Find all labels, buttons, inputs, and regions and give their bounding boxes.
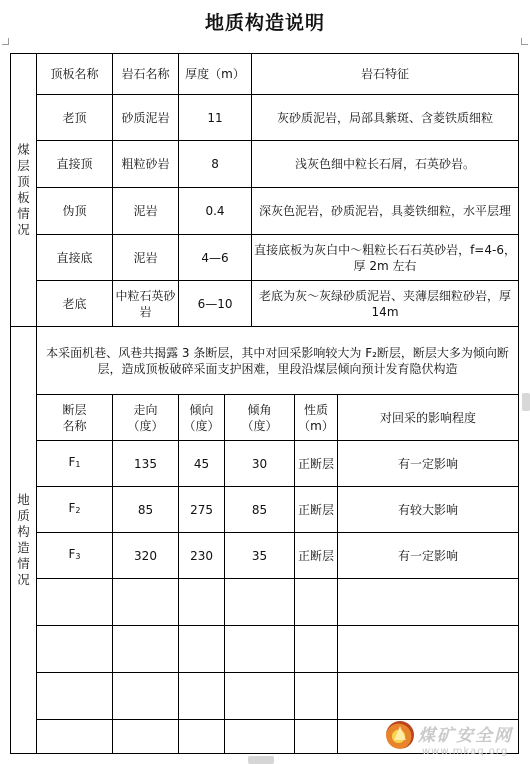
- geology-table: [10, 53, 519, 754]
- roof-header-feature: 岩石特征: [252, 54, 519, 95]
- geology-description: 本采面机巷、风巷共揭露 3 条断层，其中对回采影响较大为 F₂断层，断层大多为倾向断层，造成顶板破碎采面支护困难，里段沿煤层倾向预计发育隐伏构造: [37, 327, 519, 395]
- fault-header-nature: 性质 （m）: [295, 395, 338, 441]
- crop-mark-top-left: [2, 38, 9, 45]
- empty-fault-row: [11, 626, 519, 673]
- fault-header-row: [11, 395, 519, 441]
- fault-row: $F_1$ 135 45 30 正断层 有一定影响: [11, 441, 519, 487]
- roof-row: 直接底 泥岩 4—6 直接底板为灰白中～粗粒长石石英砂岩，f=4-6，厚 2m 左右: [11, 235, 519, 281]
- fault-header-strike: 走向 （度）: [113, 395, 179, 441]
- fault-name: $F_2$: [37, 487, 113, 533]
- fault-header-name: 断层 名称: [37, 395, 113, 441]
- roof-header-row: [11, 54, 519, 95]
- empty-fault-row: [11, 579, 519, 626]
- roof-row: 老顶 砂质泥岩 11 灰砂质泥岩，局部具紫斑、含菱铁质细粒: [11, 95, 519, 141]
- roof-side-label: 煤 层 顶 板 情 况: [11, 54, 37, 327]
- page-scroll-handle-bottom[interactable]: [248, 756, 274, 764]
- roof-header-thickness: 厚度（m）: [179, 54, 252, 95]
- roof-header-rock: 岩石名称: [113, 54, 179, 95]
- geology-side-label: 地 质 构 造 情 况: [11, 327, 37, 754]
- fault-name: $F_3$: [37, 533, 113, 579]
- watermark-url: www.mkaq.org: [422, 746, 509, 757]
- fault-row: $F_2$ 85 275 85 正断层 有较大影响: [11, 487, 519, 533]
- flame-logo-icon: [386, 721, 414, 749]
- fault-header-dip: 倾角 （度）: [225, 395, 295, 441]
- geology-description-row: [11, 327, 519, 395]
- roof-row: 老底 中粒石英砂岩 6—10 老底为灰～灰绿砂质泥岩、夹薄层细粒砂岩，厚 14m: [11, 281, 519, 327]
- empty-fault-row: [11, 673, 519, 720]
- page-title: 地质构造说明: [204, 12, 325, 34]
- page-scroll-handle-right[interactable]: [522, 393, 530, 411]
- roof-row: 直接顶 粗粒砂岩 8 浅灰色细中粒长石屑，石英砂岩。: [11, 141, 519, 188]
- fault-row: $F_3$ 320 230 35 正断层 有一定影响: [11, 533, 519, 579]
- watermark-text: 煤矿安全网: [418, 726, 513, 746]
- fault-header-dip-direction: 倾向 （度）: [179, 395, 225, 441]
- roof-row: 伪顶 泥岩 0.4 深灰色泥岩，砂质泥岩，具菱铁细粒，水平层理: [11, 188, 519, 235]
- roof-header-name: 顶板名称: [37, 54, 113, 95]
- crop-mark-top-right: [521, 38, 528, 45]
- fault-header-impact: 对回采的影响程度: [338, 395, 519, 441]
- fault-name: $F_1$: [37, 441, 113, 487]
- site-watermark: [386, 719, 526, 761]
